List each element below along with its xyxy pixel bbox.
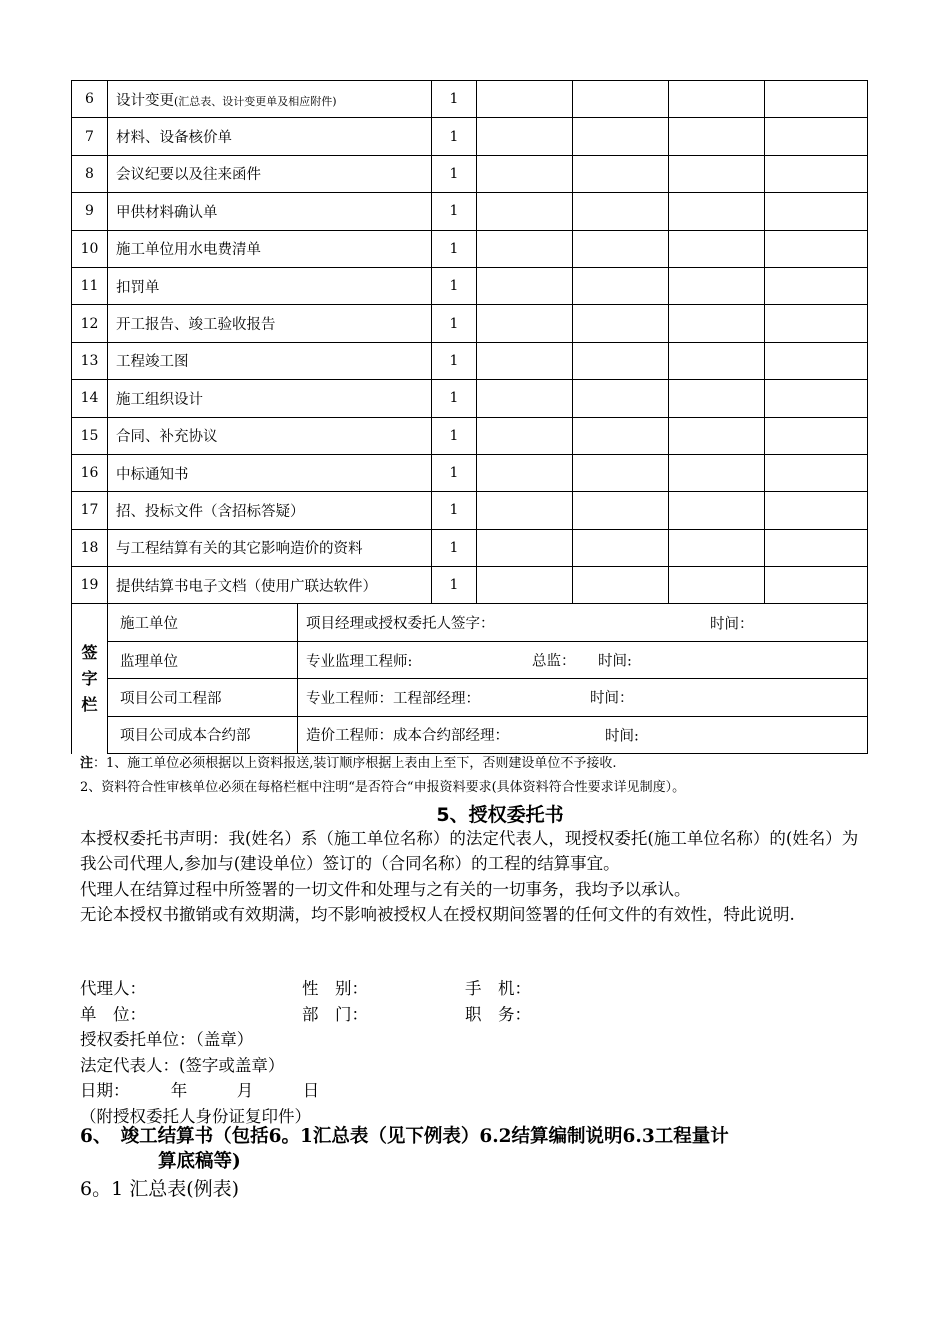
note-text-1: ：1、施工单位必须根据以上资料报送,装订顺序根据上表由上至下，否则建设单位不予接收. [93, 756, 617, 771]
section-5-paragraph-1 [80, 826, 870, 876]
table-row [72, 267, 868, 304]
table-row [72, 417, 868, 454]
document-name-text: 提供结算书电子文档（使用广联达软件） [116, 578, 377, 595]
review-cell[interactable] [765, 492, 868, 529]
table-row [72, 230, 868, 267]
section-6-title-line-1: 6、 竣工结算书（包括6。1汇总表（见下例表）6.2结算编制说明6.3工程量计 [80, 1126, 729, 1147]
review-cell[interactable] [573, 492, 669, 529]
note-line-1 [80, 752, 880, 776]
review-cell[interactable] [573, 342, 669, 379]
review-cell[interactable] [477, 118, 573, 155]
signature-field-label: 造价工程师：成本合约部经理： [306, 728, 509, 745]
review-cell[interactable] [765, 417, 868, 454]
copies-count: 1 [432, 81, 477, 118]
document-name [108, 529, 432, 566]
review-cell[interactable] [573, 417, 669, 454]
document-name [108, 567, 432, 604]
section-6-title [80, 1124, 880, 1174]
form-row-unit [80, 1002, 870, 1028]
signature-field-label: 项目经理或授权委托人签字： [306, 616, 495, 633]
document-name-text: 开工报告、竣工验收报告 [116, 317, 276, 334]
review-cell[interactable] [765, 155, 868, 192]
review-cell[interactable] [765, 305, 868, 342]
review-cell[interactable] [573, 380, 669, 417]
signing-unit: 项目公司工程部 [108, 679, 298, 716]
review-cell[interactable] [573, 230, 669, 267]
signing-unit: 项目公司成本合约部 [108, 716, 298, 753]
phone-field: 手 机： [465, 979, 531, 998]
signature-fields[interactable] [298, 716, 868, 753]
review-cell[interactable] [573, 454, 669, 491]
review-cell[interactable] [477, 454, 573, 491]
document-name-text: 设计变更 [116, 92, 174, 109]
review-cell[interactable] [669, 81, 765, 118]
section-6-1-title: 6。1 汇总表(例表) [80, 1178, 240, 1200]
row-number: 13 [72, 342, 108, 379]
form-row-legal-rep [80, 1053, 870, 1079]
document-name-text: 施工单位用水电费清单 [116, 242, 261, 259]
copies-count: 1 [432, 492, 477, 529]
review-cell[interactable] [765, 230, 868, 267]
copies-count: 1 [432, 380, 477, 417]
table-row [72, 529, 868, 566]
row-number: 18 [72, 529, 108, 566]
signature-fields[interactable] [298, 641, 868, 678]
document-name [108, 267, 432, 304]
review-cell[interactable] [477, 529, 573, 566]
signature-row [72, 604, 868, 641]
copies-count: 1 [432, 454, 477, 491]
document-name [108, 118, 432, 155]
review-cell[interactable] [573, 267, 669, 304]
table-row [72, 567, 868, 604]
auth-unit-field: 授权委托单位：（盖章） [80, 1030, 254, 1049]
document-name-text: 中标通知书 [116, 466, 189, 483]
review-cell[interactable] [765, 380, 868, 417]
review-cell[interactable] [477, 417, 573, 454]
review-cell[interactable] [477, 193, 573, 230]
review-cell[interactable] [573, 155, 669, 192]
authorization-form [80, 976, 870, 1129]
table-row [72, 492, 868, 529]
form-row-agent [80, 976, 870, 1002]
copies-count: 1 [432, 193, 477, 230]
copies-count: 1 [432, 567, 477, 604]
review-cell[interactable] [669, 267, 765, 304]
time-field-label: 时间： [590, 690, 634, 707]
signature-field-label: 专业工程师：工程部经理： [306, 690, 480, 707]
row-number: 15 [72, 417, 108, 454]
document-name-text: 甲供材料确认单 [116, 204, 218, 221]
document-checklist-table [71, 80, 868, 754]
copies-count: 1 [432, 417, 477, 454]
review-cell[interactable] [669, 342, 765, 379]
signature-field-label: 总监： [532, 653, 576, 670]
review-cell[interactable] [669, 193, 765, 230]
copies-count: 1 [432, 305, 477, 342]
review-cell[interactable] [669, 417, 765, 454]
row-number: 16 [72, 454, 108, 491]
document-name [108, 380, 432, 417]
row-number: 10 [72, 230, 108, 267]
document-name-text: 与工程结算有关的其它影响造价的资料 [116, 541, 363, 558]
sign-label-char: 字 [81, 669, 98, 688]
row-number: 9 [72, 193, 108, 230]
paragraph-text: 代理人在结算过程中所签署的一切文件和处理与之有关的一切事务，我均予以承认。 [80, 880, 691, 899]
department-field: 部 门： [302, 1004, 368, 1024]
date-field: 日期： 年 月 日 [80, 1081, 320, 1100]
review-cell[interactable] [669, 492, 765, 529]
review-cell[interactable] [573, 81, 669, 118]
review-cell[interactable] [765, 81, 868, 118]
document-name-note: (汇总表、设计变更单及相应附件) [174, 94, 337, 108]
paragraph-text: 无论本授权书撤销或有效期满，均不影响被授权人在授权期间签署的任何文件的有效性，特此说明. [80, 905, 795, 924]
section-6-title-line-2: 算底稿等) [158, 1151, 241, 1172]
copies-count: 1 [432, 267, 477, 304]
document-name [108, 230, 432, 267]
unit-field: 单 位： [80, 1004, 146, 1024]
document-name [108, 193, 432, 230]
signature-row [72, 679, 868, 716]
review-cell[interactable] [765, 267, 868, 304]
copies-count: 1 [432, 118, 477, 155]
document-name [108, 417, 432, 454]
sign-label-char: 签 [81, 643, 98, 662]
review-cell[interactable] [765, 342, 868, 379]
table-row [72, 81, 868, 118]
document-name-text: 合同、补充协议 [116, 429, 218, 446]
table-notes [80, 752, 880, 800]
sign-label-char: 栏 [81, 695, 98, 714]
copies-count: 1 [432, 230, 477, 267]
signature-row [72, 716, 868, 753]
time-field-label: 时间: [605, 728, 639, 745]
review-cell[interactable] [669, 454, 765, 491]
review-cell[interactable] [477, 567, 573, 604]
form-row-auth-unit [80, 1027, 870, 1053]
review-cell[interactable] [765, 529, 868, 566]
review-cell[interactable] [477, 380, 573, 417]
review-cell[interactable] [765, 567, 868, 604]
table-row [72, 305, 868, 342]
signing-unit: 施工单位 [108, 604, 298, 641]
document-name [108, 305, 432, 342]
form-row-date [80, 1078, 870, 1104]
copies-count: 1 [432, 342, 477, 379]
review-cell[interactable] [477, 267, 573, 304]
document-name-text: 材料、设备核价单 [116, 130, 232, 147]
gender-field: 性 别： [302, 979, 368, 998]
copies-count: 1 [432, 155, 477, 192]
document-name [108, 342, 432, 379]
copies-count: 1 [432, 529, 477, 566]
row-number: 19 [72, 567, 108, 604]
row-number: 14 [72, 380, 108, 417]
attachment-note: （附授权委托人身份证复印件） [80, 1106, 311, 1126]
review-cell[interactable] [573, 567, 669, 604]
table-row [72, 193, 868, 230]
agent-field: 代理人： [80, 979, 146, 998]
document-name [108, 492, 432, 529]
row-number: 11 [72, 267, 108, 304]
row-number: 6 [72, 81, 108, 118]
review-cell[interactable] [573, 529, 669, 566]
row-number: 8 [72, 155, 108, 192]
signature-fields[interactable] [298, 679, 868, 716]
review-cell[interactable] [669, 118, 765, 155]
document-name [108, 454, 432, 491]
signing-unit: 监理单位 [108, 641, 298, 678]
row-number: 17 [72, 492, 108, 529]
review-cell[interactable] [669, 567, 765, 604]
review-cell[interactable] [669, 155, 765, 192]
signature-column-label [72, 604, 108, 754]
review-cell[interactable] [477, 305, 573, 342]
review-cell[interactable] [573, 305, 669, 342]
review-cell[interactable] [477, 81, 573, 118]
table-row [72, 118, 868, 155]
review-cell[interactable] [765, 193, 868, 230]
section-5-title: 5、授权委托书 [436, 804, 564, 826]
row-number: 7 [72, 118, 108, 155]
position-field: 职 务： [465, 1004, 531, 1024]
document-name-text: 扣罚单 [116, 279, 160, 296]
review-cell[interactable] [669, 230, 765, 267]
legal-rep-field: 法定代表人：(签字或盖章） [80, 1055, 285, 1075]
row-number: 12 [72, 305, 108, 342]
document-name-text: 会议纪要以及往来函件 [116, 167, 261, 184]
review-cell[interactable] [477, 492, 573, 529]
section-5-paragraph-3 [80, 902, 870, 927]
table-row [72, 454, 868, 491]
review-cell[interactable] [765, 118, 868, 155]
note-label: 注 [80, 756, 94, 771]
time-field-label: 时间： [710, 616, 754, 633]
signature-row [72, 641, 868, 678]
table-row [72, 155, 868, 192]
signature-fields[interactable] [298, 604, 868, 641]
review-cell[interactable] [477, 155, 573, 192]
document-name-text: 招、投标文件（含招标答疑） [116, 503, 305, 520]
document-name [108, 81, 432, 118]
review-cell[interactable] [669, 305, 765, 342]
review-cell[interactable] [573, 193, 669, 230]
signature-field-label: 专业监理工程师: [306, 653, 413, 670]
note-line-2: 2、资料符合性审核单位必须在每格栏框中注明“是否符合“申报资料要求(具体资料符合性要求详见制度）。 [80, 780, 686, 795]
section-5-paragraph-2 [80, 877, 870, 902]
review-cell[interactable] [765, 454, 868, 491]
review-cell[interactable] [669, 380, 765, 417]
paragraph-text: 本授权委托书声明：我(姓名）系（施工单位名称）的法定代表人，现授权委托(施工单位名称）的(姓名）为我公司代理人,参加与(建设单位）签订的（合同名称）的工程的结算事宜。 [80, 829, 859, 873]
review-cell[interactable] [573, 118, 669, 155]
review-cell[interactable] [477, 230, 573, 267]
table-row [72, 380, 868, 417]
review-cell[interactable] [477, 342, 573, 379]
table-row [72, 342, 868, 379]
document-name-text: 施工组织设计 [116, 391, 203, 408]
time-field-label: 时间: [598, 653, 632, 670]
review-cell[interactable] [669, 529, 765, 566]
document-name-text: 工程竣工图 [116, 354, 189, 371]
document-name [108, 155, 432, 192]
